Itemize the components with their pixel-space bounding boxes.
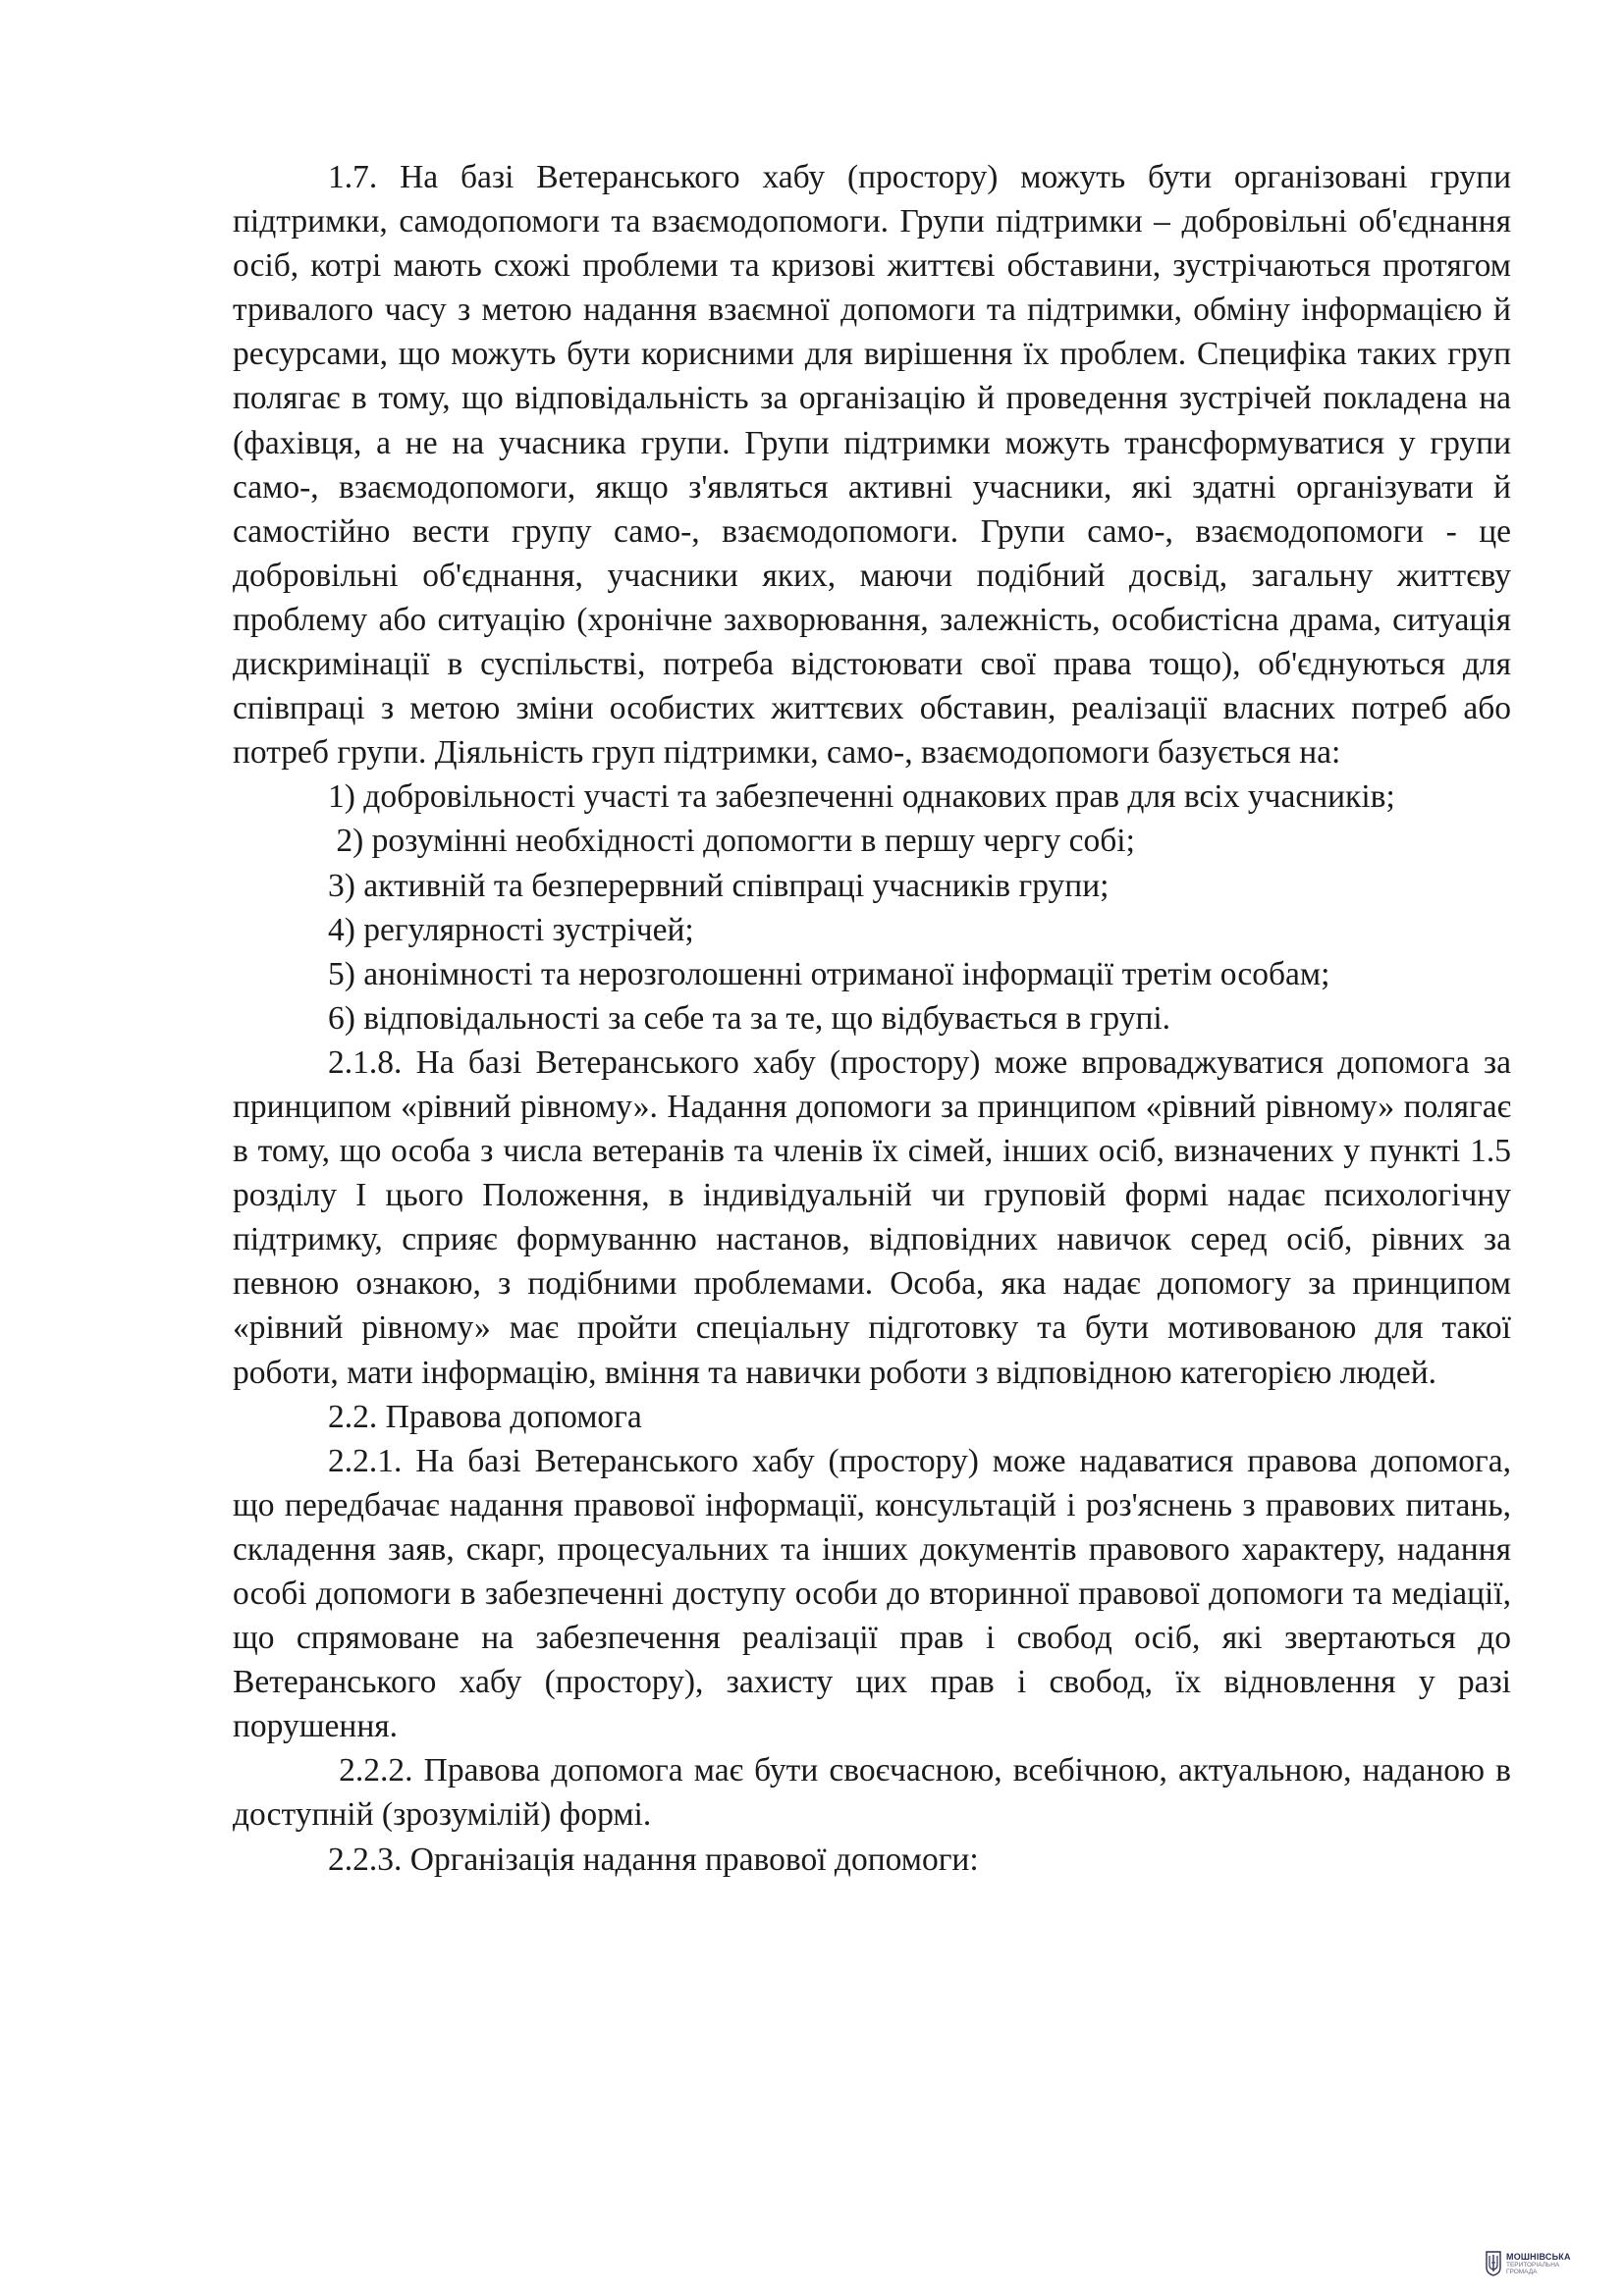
section-heading-legal-aid: 2.2. Правова допомога	[328, 1398, 642, 1435]
list-item-1: 1) добровільності участі та забезпеченні однакових прав для всіх учасників;	[328, 778, 1395, 816]
watermark-line-3: ГРОМАДА	[1506, 2269, 1538, 2275]
list-item-2: 2) розумінні необхідності допомогти в першу чергу собі;	[328, 823, 1135, 860]
document-page	[233, 155, 1520, 1882]
list-item-4: 4) регулярності зустрічей;	[328, 911, 694, 948]
paragraph-1-7: 1.7. На базі Ветеранського хабу (простору) можуть бути організовані групи підтримки, самодопомоги та взаємодопомоги. Групи підтримки – добровільні об'єднання осіб, котрі мають схожі проблеми та кризові життєві обставини, зустрічаються протягом тривалого часу з метою надання взаємної допомоги та підтримки, обміну інформацією й ресурсами, що можуть бути корисними для вирішення їх проблем. Специфіка таких груп полягає в тому, що відповідальність за організацію й проведення зустрічей покладена на (фахівця, а не на учасника групи. Групи підтримки можуть трансформуватися у групи само-, взаємодопомоги, якщо з'являться активні учасники, які здатні організувати й самостійно вести групу само-, взаємодопомоги. Групи само-, взаємодопомоги - це добровільні об'єднання, учасники яких, маючи подібний досвід, загальну життєву проблему або ситуацію (хронічне захворювання, залежність, особистісна драма, ситуація дискримінації в суспільстві, потреба відстоювати свої права тощо), об'єднуються для співпраці з метою зміни особистих життєвих обставин, реалізації власних потреб або потреб групи. Діяльність груп підтримки, само-, взаємодопомоги базується на:	[233, 159, 1511, 772]
paragraph-2-2-1: 2.2.1. На базі Ветеранського хабу (простору) може надаватися правова допомога, що передбачає надання правової інформації, консультацій і роз'яснень з правових питань, складення заяв, скарг, процесуальних та інших документів правового характеру, надання особі допомоги в забезпеченні доступу особи до вторинної правової допомоги та медіації, що спрямоване на забезпечення реалізації прав і свобод осіб, які звертаються до Ветеранського хабу (простору), захисту цих прав і свобод, їх відновлення у разі порушення.	[233, 1442, 1511, 1745]
list-item-3: 3) активній та безперервний співпраці учасників групи;	[328, 867, 1110, 904]
watermark-line-1: МОШНІВСЬКА	[1506, 2251, 1571, 2262]
community-watermark	[1485, 2251, 1571, 2276]
paragraph-2-2-2: 2.2.2. Правова допомога має бути своєчасною, всебічною, актуальною, наданою в доступній (зрозумілій) формі.	[233, 1752, 1520, 1834]
trident-emblem-icon	[1485, 2251, 1502, 2276]
list-item-5: 5) анонімності та нерозголошенні отриманої інформації третім особам;	[328, 955, 1330, 992]
paragraph-2-2-3: 2.2.3. Організація надання правової допомоги:	[328, 1841, 979, 1878]
watermark-line-2: ТЕРИТОРІАЛЬНА	[1506, 2261, 1560, 2269]
paragraph-2-1-8: 2.1.8. На базі Ветеранського хабу (простору) може впроваджуватися допомога за принципом «рівний рівному». Надання допомоги за принципом «рівний рівному» полягає в тому, що особа з числа ветеранів та членів їх сімей, інших осіб, визначених у пункті 1.5 розділу І цього Положення, в індивідуальній чи груповій формі надає психологічну підтримку, сприяє формуванню настанов, відповідних навичок серед осіб, рівних за певною ознакою, з подібними проблемами. Особа, яка надає допомогу за принципом «рівний рівному» має пройти спеціальну підготовку та бути мотивованою для такої роботи, мати інформацію, вміння та навички роботи з відповідною категорією людей.	[233, 1043, 1511, 1391]
list-item-6: 6) відповідальності за себе та за те, що відбувається в групі.	[328, 999, 1171, 1037]
